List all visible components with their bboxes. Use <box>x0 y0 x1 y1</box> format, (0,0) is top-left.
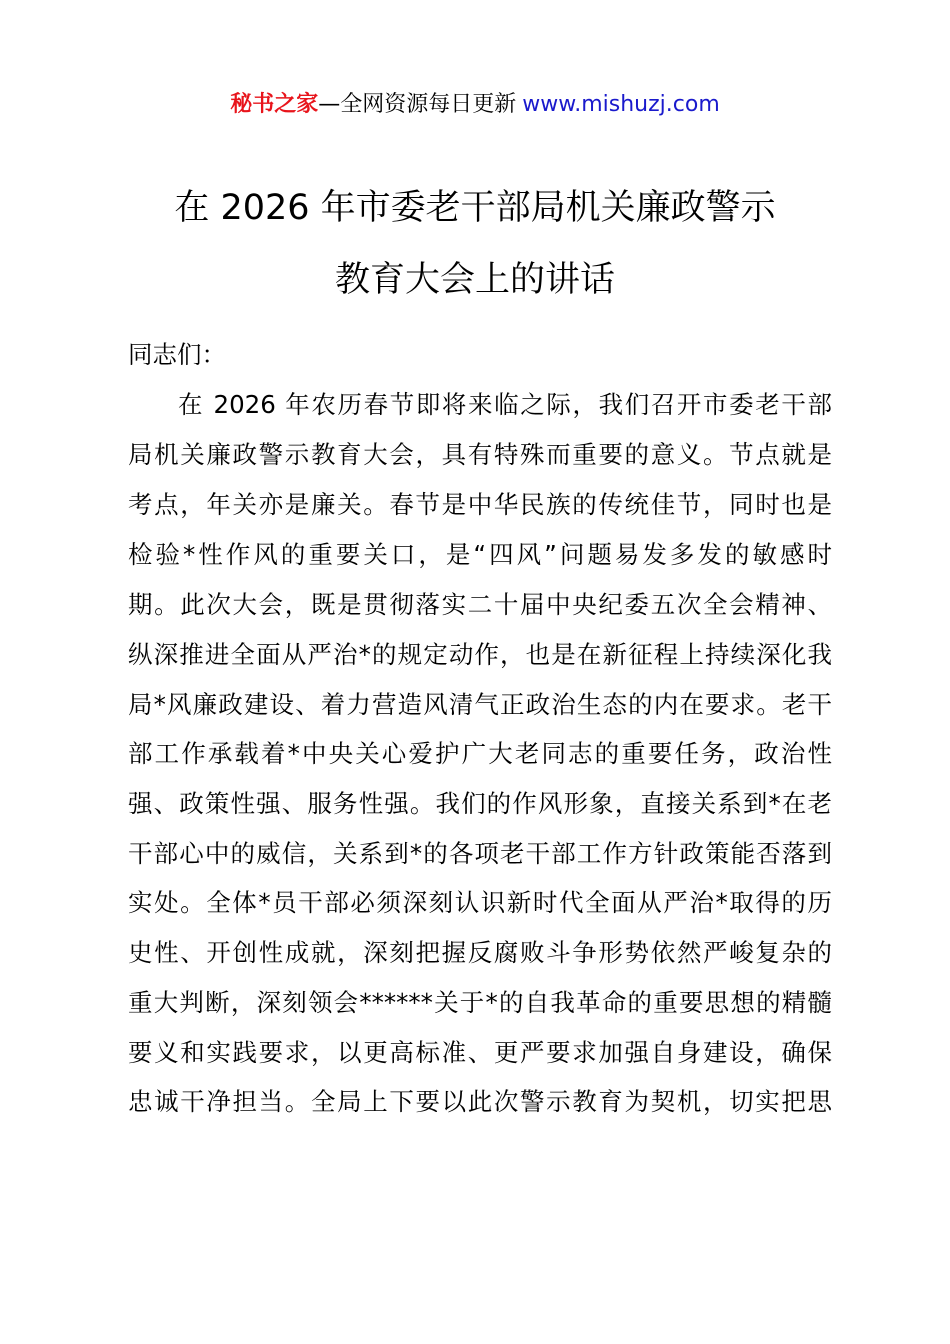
brand-name: 秘书之家 <box>230 92 319 117</box>
paragraph-line: 史性、开创性成就，深刻把握反腐败斗争形势依然严峻复杂的 <box>128 938 832 967</box>
paragraph-line: 检验*性作风的重要关口，是“四风”问题易发多发的敏感时 <box>128 540 832 569</box>
site-url-link[interactable]: www.mishuzj.com <box>522 92 720 117</box>
site-header <box>0 88 950 122</box>
paragraph-line: 要义和实践要求，以更高标准、更严要求加强自身建设，确保 <box>128 1038 832 1067</box>
document-title-line-2: 教育大会上的讲话 <box>334 260 615 300</box>
paragraph-line: 干部心中的威信，关系到*的各项老干部工作方针政策能否落到 <box>128 839 832 868</box>
salutation: 同志们： <box>128 340 226 369</box>
paragraph-line: 忠诚干净担当。全局上下要以此次警示教育为契机，切实把思 <box>128 1087 832 1116</box>
paragraph-line: 重大判断，深刻领会******关于*的自我革命的重要思想的精髓 <box>128 988 832 1017</box>
paragraph-line: 局*风廉政建设、着力营造风清气正政治生态的内在要求。老干 <box>128 690 832 719</box>
paragraph-line: 强、政策性强、服务性强。我们的作风形象，直接关系到*在老 <box>128 789 832 818</box>
paragraph-line: 实处。全体*员干部必须深刻认识新时代全面从严治*取得的历 <box>128 888 832 917</box>
paragraph-line: 考点，年关亦是廉关。春节是中华民族的传统佳节，同时也是 <box>128 490 832 519</box>
paragraph-line: 部工作承载着*中央关心爱护广大老同志的重要任务，政治性 <box>128 739 832 768</box>
paragraph-line: 纵深推进全面从严治*的规定动作，也是在新征程上持续深化我 <box>128 640 832 669</box>
paragraph-line: 期。此次大会，既是贯彻落实二十届中央纪委五次全会精神、 <box>128 590 832 619</box>
header-tagline: —全网资源每日更新 <box>318 92 517 117</box>
paragraph-line: 局机关廉政警示教育大会，具有特殊而重要的意义。节点就是 <box>128 440 832 469</box>
paragraph-line: 在 2026 年农历春节即将来临之际，我们召开市委老干部 <box>178 390 832 419</box>
document-title-line-1: 在 2026 年市委老干部局机关廉政警示 <box>174 188 776 228</box>
